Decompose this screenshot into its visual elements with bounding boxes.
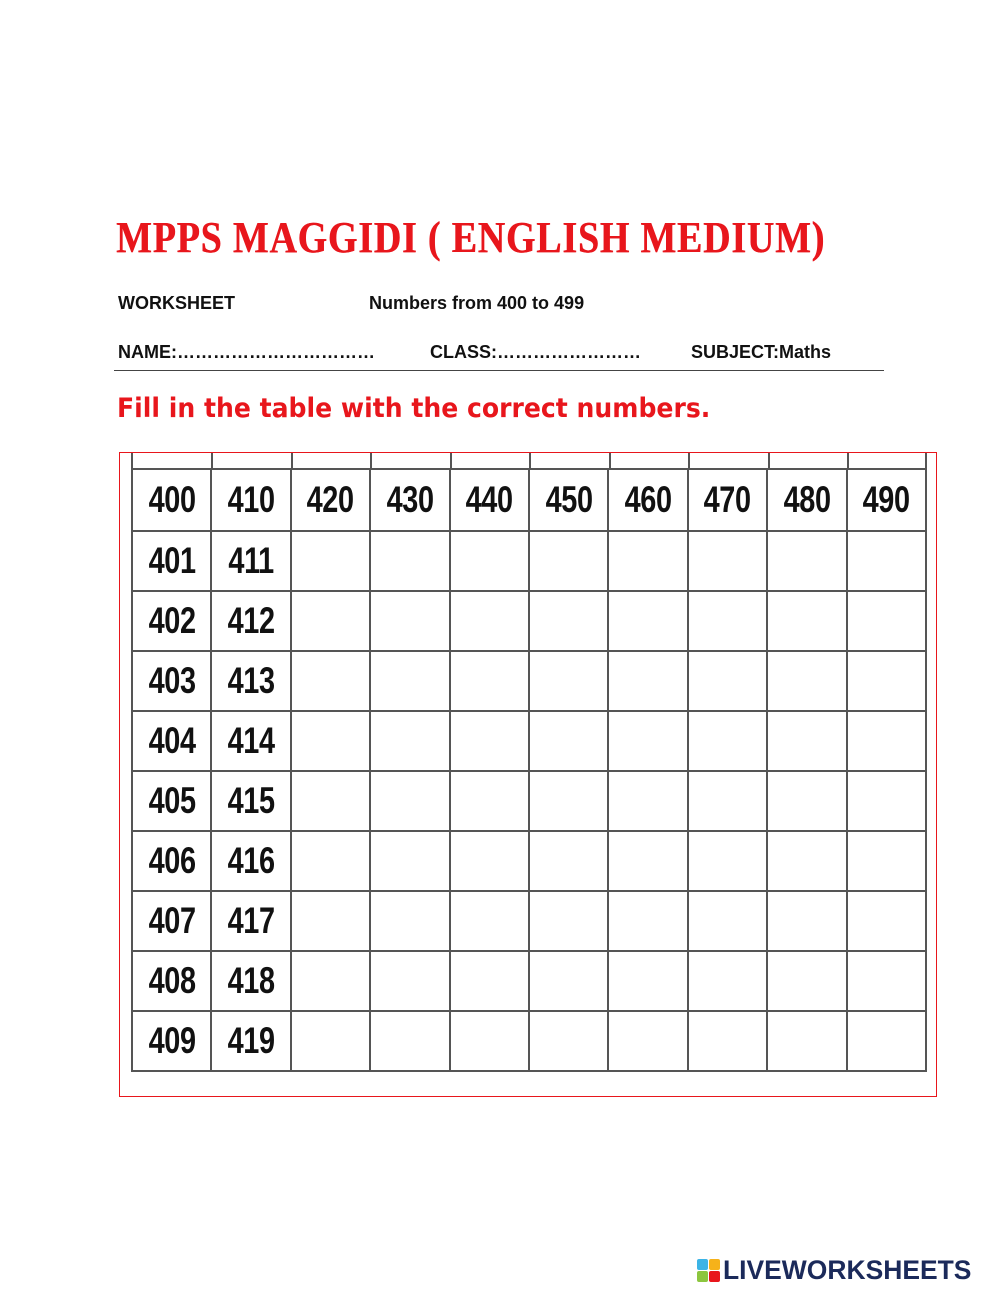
number-cell: [370, 469, 449, 531]
number-value: 490: [862, 479, 910, 520]
table-row: [132, 951, 926, 1011]
number-value: 470: [703, 479, 751, 520]
answer-cell[interactable]: [529, 771, 608, 831]
answer-cell[interactable]: [688, 651, 767, 711]
number-cell: [450, 469, 529, 531]
number-cell: [211, 1011, 290, 1071]
answer-cell[interactable]: [370, 771, 449, 831]
number-cell: [211, 591, 290, 651]
answer-cell[interactable]: [608, 951, 687, 1011]
answer-cell[interactable]: [688, 591, 767, 651]
number-value: 419: [227, 1020, 275, 1061]
answer-cell[interactable]: [450, 951, 529, 1011]
number-value: 403: [148, 660, 196, 701]
answer-cell[interactable]: [767, 711, 846, 771]
answer-cell[interactable]: [847, 771, 926, 831]
answer-cell[interactable]: [608, 651, 687, 711]
number-value: 411: [228, 540, 274, 581]
answer-cell[interactable]: [767, 531, 846, 591]
answer-cell[interactable]: [291, 711, 370, 771]
number-cell: [132, 711, 211, 771]
number-cell: [767, 469, 846, 531]
answer-cell[interactable]: [450, 651, 529, 711]
brand-icon: [697, 1259, 720, 1282]
answer-cell[interactable]: [529, 591, 608, 651]
number-value: 416: [227, 840, 275, 881]
number-cell: [211, 831, 290, 891]
answer-cell[interactable]: [688, 711, 767, 771]
answer-cell[interactable]: [608, 711, 687, 771]
answer-cell[interactable]: [370, 531, 449, 591]
answer-cell[interactable]: [529, 1011, 608, 1071]
number-value: 414: [227, 720, 275, 761]
answer-cell[interactable]: [608, 831, 687, 891]
answer-cell[interactable]: [608, 531, 687, 591]
number-cell: [688, 469, 767, 531]
answer-cell[interactable]: [688, 771, 767, 831]
answer-cell[interactable]: [291, 651, 370, 711]
number-value: 401: [148, 540, 196, 581]
answer-cell[interactable]: [370, 711, 449, 771]
answer-cell[interactable]: [847, 1011, 926, 1071]
answer-cell[interactable]: [767, 1011, 846, 1071]
answer-cell[interactable]: [370, 651, 449, 711]
answer-cell[interactable]: [767, 771, 846, 831]
number-cell: [211, 771, 290, 831]
answer-cell[interactable]: [291, 591, 370, 651]
number-value: 417: [227, 900, 275, 941]
answer-cell[interactable]: [370, 591, 449, 651]
answer-cell[interactable]: [767, 891, 846, 951]
answer-cell[interactable]: [608, 1011, 687, 1071]
answer-cell[interactable]: [847, 531, 926, 591]
subject-field: SUBJECT:Maths: [691, 342, 832, 362]
answer-cell[interactable]: [688, 891, 767, 951]
number-value: 400: [148, 479, 196, 520]
number-value: 480: [783, 479, 831, 520]
number-value: 430: [386, 479, 434, 520]
answer-cell[interactable]: [450, 891, 529, 951]
answer-cell[interactable]: [847, 831, 926, 891]
number-value: 404: [148, 720, 196, 761]
number-cell: [211, 711, 290, 771]
number-value: 409: [148, 1020, 196, 1061]
table-row: [132, 891, 926, 951]
table-row: [132, 591, 926, 651]
answer-cell[interactable]: [767, 951, 846, 1011]
instruction-text: Fill in the table with the correct numbers.: [117, 393, 711, 424]
worksheet-topic: Numbers from 400 to 499: [369, 293, 585, 313]
answer-cell[interactable]: [291, 531, 370, 591]
answer-cell[interactable]: [291, 891, 370, 951]
answer-cell[interactable]: [847, 951, 926, 1011]
answer-cell[interactable]: [450, 711, 529, 771]
table-row: [132, 1011, 926, 1071]
number-cell: [211, 651, 290, 711]
answer-cell[interactable]: [847, 591, 926, 651]
number-cell: [291, 469, 370, 531]
answer-cell[interactable]: [767, 651, 846, 711]
number-cell: [132, 891, 211, 951]
answer-cell[interactable]: [529, 711, 608, 771]
number-cell: [211, 531, 290, 591]
number-cell: [132, 591, 211, 651]
answer-cell[interactable]: [847, 891, 926, 951]
number-value: 410: [227, 479, 275, 520]
answer-cell[interactable]: [291, 951, 370, 1011]
answer-cell[interactable]: [370, 1011, 449, 1071]
number-cell: [132, 1011, 211, 1071]
number-value: 406: [148, 840, 196, 881]
table-top-strip: [131, 453, 927, 469]
worksheet-label: WORKSHEET: [118, 293, 235, 313]
number-cell: [608, 469, 687, 531]
table-row: [132, 771, 926, 831]
number-value: 402: [148, 600, 196, 641]
answer-cell[interactable]: [767, 591, 846, 651]
answer-cell[interactable]: [847, 651, 926, 711]
number-cell: [132, 469, 211, 531]
answer-cell[interactable]: [529, 951, 608, 1011]
number-cell: [211, 951, 290, 1011]
answer-cell[interactable]: [608, 891, 687, 951]
answer-cell[interactable]: [529, 831, 608, 891]
name-field[interactable]: NAME:……………………………: [118, 342, 375, 362]
answer-cell[interactable]: [450, 531, 529, 591]
answer-cell[interactable]: [688, 831, 767, 891]
answer-cell[interactable]: [370, 831, 449, 891]
table-row: [132, 531, 926, 591]
answer-cell[interactable]: [450, 771, 529, 831]
number-value: 413: [227, 660, 275, 701]
answer-cell[interactable]: [767, 831, 846, 891]
header-divider: [114, 370, 884, 371]
table-row: [132, 711, 926, 771]
answer-cell[interactable]: [529, 531, 608, 591]
number-value: 412: [227, 600, 275, 641]
number-value: 440: [465, 479, 513, 520]
number-grid: [131, 468, 927, 1072]
number-cell: [211, 891, 290, 951]
answer-cell[interactable]: [450, 591, 529, 651]
table-row: [132, 469, 926, 531]
number-cell: [529, 469, 608, 531]
answer-cell[interactable]: [608, 771, 687, 831]
number-value: 408: [148, 960, 196, 1001]
number-value: 415: [227, 780, 275, 821]
answer-cell[interactable]: [529, 651, 608, 711]
answer-cell[interactable]: [529, 891, 608, 951]
answer-cell[interactable]: [370, 951, 449, 1011]
answer-cell[interactable]: [291, 831, 370, 891]
number-cell: [132, 651, 211, 711]
answer-cell[interactable]: [370, 891, 449, 951]
liveworksheets-logo: [697, 1255, 977, 1285]
number-cell: [132, 831, 211, 891]
answer-cell[interactable]: [450, 1011, 529, 1071]
answer-cell[interactable]: [688, 951, 767, 1011]
number-value: 420: [306, 479, 354, 520]
answer-cell[interactable]: [608, 591, 687, 651]
table-row: [132, 651, 926, 711]
number-cell: [211, 469, 290, 531]
number-value: 450: [545, 479, 593, 520]
number-cell: [132, 771, 211, 831]
answer-cell[interactable]: [291, 1011, 370, 1071]
table-row: [132, 831, 926, 891]
number-cell: [132, 951, 211, 1011]
number-cell: [847, 469, 926, 531]
school-title: MPPS MAGGIDI ( ENGLISH MEDIUM): [116, 213, 826, 262]
number-value: 460: [624, 479, 672, 520]
number-value: 418: [227, 960, 275, 1001]
class-field[interactable]: CLASS:……………………: [430, 342, 641, 362]
number-value: 407: [148, 900, 196, 941]
number-value: 405: [148, 780, 196, 821]
answer-cell[interactable]: [847, 711, 926, 771]
brand-name: LIVEWORKSHEETS: [723, 1254, 972, 1285]
answer-cell[interactable]: [450, 831, 529, 891]
answer-cell[interactable]: [291, 771, 370, 831]
answer-cell[interactable]: [688, 1011, 767, 1071]
number-cell: [132, 531, 211, 591]
answer-cell[interactable]: [688, 531, 767, 591]
